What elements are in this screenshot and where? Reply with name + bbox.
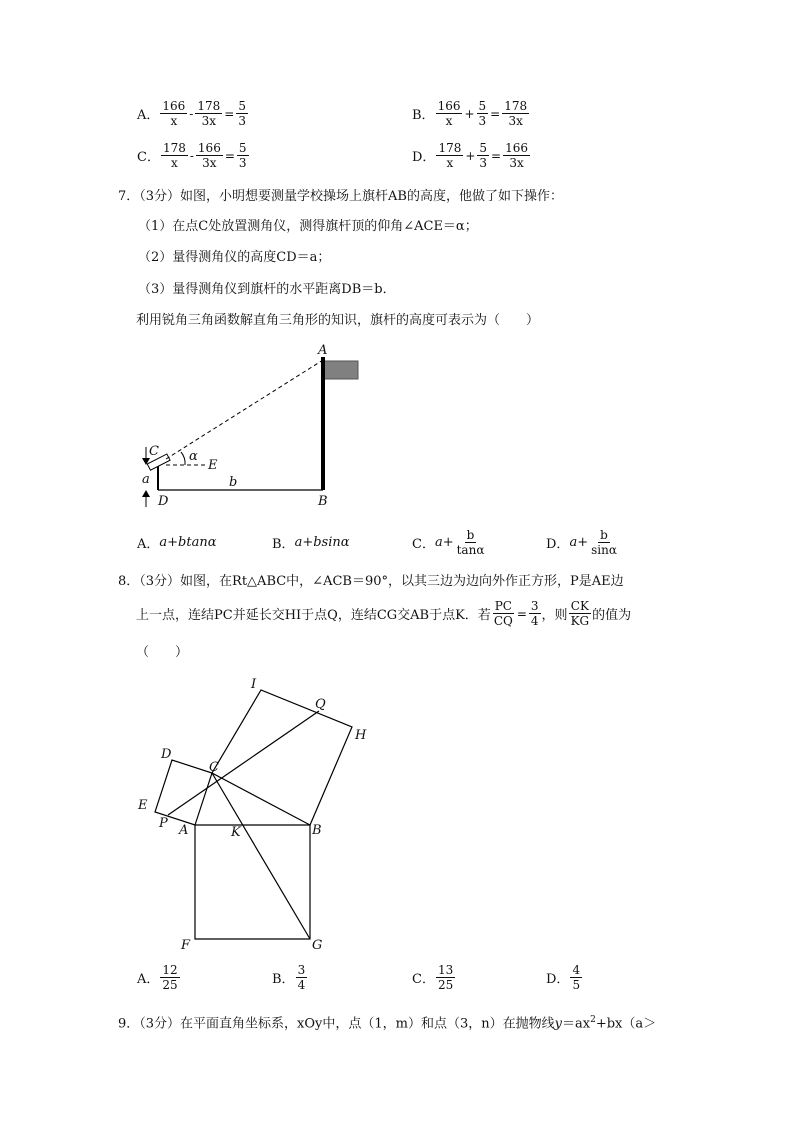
label-b-distance: b xyxy=(229,475,238,490)
option-prefix: a+ xyxy=(569,535,589,550)
denominator: 3x xyxy=(508,114,523,128)
denominator: KG xyxy=(570,614,590,628)
line-pq xyxy=(168,711,319,815)
denominator: 5 xyxy=(572,978,581,992)
q8-option-d[interactable] xyxy=(546,963,583,992)
label-b: B xyxy=(318,494,328,509)
denominator: x xyxy=(171,156,178,170)
label-a: A xyxy=(179,823,189,838)
option-letter: B． xyxy=(412,108,435,123)
denominator: sinα xyxy=(591,543,617,557)
numerator: 178 xyxy=(504,99,528,113)
operator: + xyxy=(465,148,476,163)
label-a-height: a xyxy=(142,472,150,487)
equals-sign: = xyxy=(224,106,235,121)
variable-y: y xyxy=(554,1016,562,1032)
numerator: 3 xyxy=(530,599,539,613)
stem-text: 的值为 xyxy=(592,608,632,623)
numerator: 3 xyxy=(297,963,306,977)
stem-text: ，则 xyxy=(541,608,568,623)
q7-question: 利用锐角三角函数解直角三角形的知识，旗杆的高度可表示为（ ） xyxy=(136,313,540,328)
denominator: 4 xyxy=(530,614,539,628)
equals-sign: = xyxy=(224,148,235,163)
denominator: 25 xyxy=(162,978,178,992)
equation-mid: ＝ax xyxy=(561,1016,591,1032)
denominator: CQ xyxy=(493,614,513,628)
equals-sign: = xyxy=(490,106,501,121)
numerator: 5 xyxy=(238,141,247,155)
fraction xyxy=(160,963,179,992)
option-letter: C． xyxy=(412,537,435,552)
option-letter: B． xyxy=(272,972,295,987)
option-letter: C． xyxy=(412,972,435,987)
equals-sign: = xyxy=(516,606,527,621)
numerator: 13 xyxy=(437,963,454,977)
denominator: x xyxy=(170,114,178,128)
numerator: PC xyxy=(494,599,512,613)
numerator: 4 xyxy=(572,963,581,977)
numerator: 5 xyxy=(479,141,488,155)
label-f: F xyxy=(181,938,191,953)
numerator: 166 xyxy=(197,141,221,155)
denominator: x xyxy=(445,114,453,128)
option-letter: D． xyxy=(546,972,570,987)
label-h: H xyxy=(355,728,367,743)
equation-tail: +bx（a＞ xyxy=(595,1016,657,1032)
option-letter: B． xyxy=(272,537,295,552)
exponent: 2 xyxy=(590,1015,596,1025)
option-letter: D． xyxy=(546,537,570,552)
equals-sign: = xyxy=(491,148,502,163)
option-letter: D． xyxy=(412,150,436,165)
label-d: D xyxy=(158,494,169,509)
label-p: P xyxy=(159,816,168,831)
denominator: 3x xyxy=(201,114,217,128)
q7-step-3: （3）量得测角仪到旗杆的水平距离DB＝b． xyxy=(138,282,396,297)
numerator: 5 xyxy=(238,99,246,113)
fraction xyxy=(296,963,308,992)
numerator: CK xyxy=(570,599,589,613)
numerator: 178 xyxy=(197,99,221,113)
label-q: Q xyxy=(315,697,326,712)
stem-text: 9．（3分）在平面直角坐标系，xOy中，点（1，m）和点（3，n）在抛物线 xyxy=(118,1016,555,1032)
option-letter: A． xyxy=(137,972,160,987)
numerator: 5 xyxy=(478,99,487,113)
denominator: 3 xyxy=(238,156,247,170)
q8-stem-line-3: （ ） xyxy=(136,645,189,660)
q8-option-c[interactable] xyxy=(412,963,456,992)
label-e: E xyxy=(208,458,218,473)
label-k: K xyxy=(231,825,241,840)
numerator: 12 xyxy=(162,963,178,977)
label-g: G xyxy=(312,938,323,953)
denominator: 25 xyxy=(437,978,454,992)
numerator: 166 xyxy=(505,141,529,155)
q7-step-1: （1）在点C处放置测角仪，测得旗杆顶的仰角∠ACE＝α； xyxy=(138,219,478,234)
option-prefix: a+ xyxy=(434,535,454,550)
q8-option-a[interactable] xyxy=(137,963,181,992)
denominator: 3 xyxy=(478,114,487,128)
label-c: C xyxy=(209,760,219,775)
numerator: b xyxy=(466,528,475,542)
option-letter: A． xyxy=(137,537,160,552)
label-e: E xyxy=(138,798,148,813)
denominator: 3x xyxy=(509,156,524,170)
numerator: 166 xyxy=(437,99,461,113)
label-d: D xyxy=(161,747,172,762)
option-letter: A． xyxy=(137,108,160,123)
label-b: B xyxy=(312,823,322,838)
operator: - xyxy=(189,106,194,121)
denominator: 3 xyxy=(479,156,488,170)
q7-step-2: （2）量得测角仪的高度CD＝a； xyxy=(138,250,331,265)
fraction xyxy=(570,963,582,992)
label-alpha: α xyxy=(189,449,198,464)
q9-stem xyxy=(118,1010,656,1034)
square-bchi xyxy=(212,690,352,825)
denominator: tanα xyxy=(456,543,485,557)
denominator: 3x xyxy=(202,156,217,170)
q8-option-b[interactable] xyxy=(272,963,308,992)
stem-text: 上一点，连结PC并延长交HI于点Q，连结CG交AB于点K．若 xyxy=(136,608,491,623)
denominator: x xyxy=(446,156,454,170)
q8-stem-line-1: 8．（3分）如图，在Rt△ABC中，∠ACB＝90°，以其三边为边向外作正方形，P是AE边 xyxy=(118,574,624,589)
option-letter: C． xyxy=(137,150,160,165)
operator: - xyxy=(189,148,194,163)
numerator: 166 xyxy=(162,99,186,113)
denominator: 3 xyxy=(238,114,246,128)
denominator: 4 xyxy=(297,978,306,992)
numerator: 178 xyxy=(162,141,186,155)
numerator: 178 xyxy=(438,141,462,155)
label-i: I xyxy=(251,677,257,692)
option-text: a+btanα xyxy=(159,535,217,550)
fraction xyxy=(436,963,455,992)
label-a: A xyxy=(318,343,328,358)
operator: + xyxy=(464,106,475,121)
line-cg xyxy=(212,773,310,939)
numerator: b xyxy=(600,528,608,542)
label-c: C xyxy=(149,444,159,459)
option-text: a+bsinα xyxy=(294,535,350,550)
q7-stem: 7．（3分）如图，小明想要测量学校操场上旗杆AB的高度，他做了如下操作： xyxy=(118,189,563,204)
